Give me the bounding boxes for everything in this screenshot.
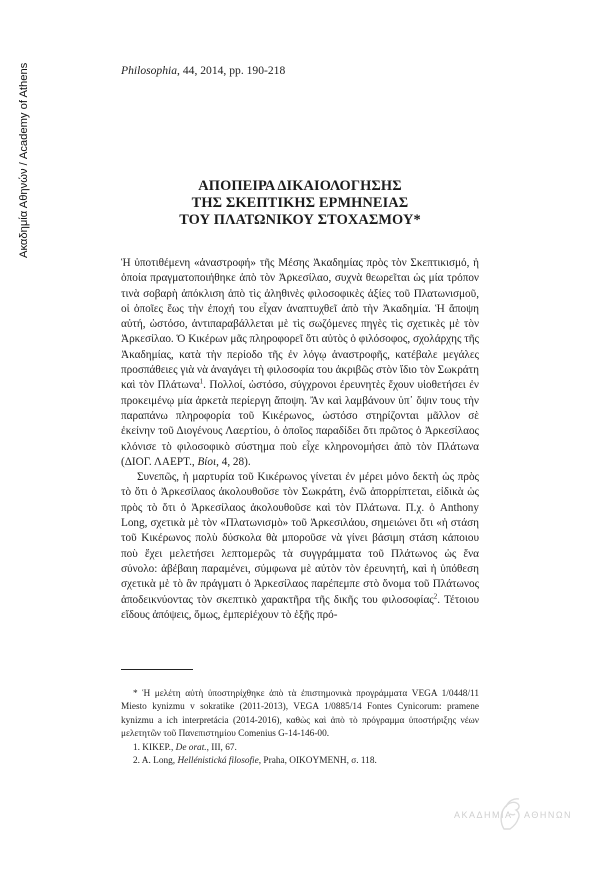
p2-text: Συνεπῶς, ἡ μαρτυρία τοῦ Κικέρωνος γίνεται ἐν μέρει μόνο δεκτὴ ὡς πρὸς τὸ ὅτι ὁ Ἀρκεσίλαος ἀκολουθοῦσε τὸν Σωκράτη, ἐνῶ ἀπορρίπτεται, εἰδικὰ ὡς πρὸς τὸ ὅτι ὁ Ἀρκεσίλαος ἀκολουθοῦσε καὶ τὸν Πλάτωνα. Π.χ. ὁ Anthony Long, σχετικὰ μὲ τὸν «Πλατωνισμὸ» τοῦ Ἀρκεσιλάου, σημειώνει ὅτι «ἡ στάση τοῦ Κικέρωνος πολὺ δύσκολα θὰ μποροῦσε νὰ γίνει βάσιμη στάση κάποιου ποὺ ἔχει μελετήσει λεπτομερῶς τὰ συγγράμματα τοῦ Πλάτωνος ὡς ἕνα σύνολο: ἀβέβαιη παραμένει, σύμφωνα μὲ αὐτὸν τὸν ἐρευνητή, καὶ ἡ ὑπόθεση σχετικὰ μὲ τὸ ἂν πράγματι ὁ Ἀρκεσίλαος παρέπεμπε στὸ ὄνομα τοῦ Πλάτωνος ἀποδεικνύοντας τὸν σκεπτικὸ χαρακτῆρα τῆς δικῆς του φιλοσοφίας xyxy=(121,471,479,606)
paragraph-2 xyxy=(121,470,479,623)
watermark-text-left: ΑΚΑΔΗΜΙΑ xyxy=(454,810,513,820)
footnotes xyxy=(121,688,479,768)
p1-citation-end: , 4, 28). xyxy=(216,455,251,468)
title-line-3: ΤΟΥ ΠΛΑΤΩΝΙΚΟΥ ΣΤΟΧΑΣΜΟΥ* xyxy=(179,212,421,228)
journal-details: , 44, 2014, pp. 190-218 xyxy=(177,64,286,77)
footnote-1-author: ΚΙΚΕΡ., xyxy=(142,742,176,753)
footnote-ref-2[interactable]: 2 xyxy=(433,591,438,600)
footnote-2-number: 2. xyxy=(133,756,142,767)
footnote-2-title: Hellénistická filosofie xyxy=(177,756,259,767)
footnote-divider xyxy=(121,669,193,670)
p2-text-cont: . Τέτοιου εἴδους ἀπόψεις, ὅμως, ἐμπερiέχουν τὸ ἑξῆς πρό- xyxy=(121,593,479,621)
journal-name: Philosophia xyxy=(121,64,178,77)
p1-text-cont: . Πολλοί, ὡστόσο, σύγχρονοι ἐρευνητὲς ἔχουν υἱοθετήσει ἐν προκειμένῳ μία ἀρκετὰ περίεργη ἄποψη. Ἂν καὶ λαμβάνουν ὑπ᾽ ὄψιν τους τὴν παραπάνω πληροφορία τοῦ Κικέρωνος, ὡστόσο στηρίζονται μᾶλλον σὲ ἐκείνην τοῦ Διογένους Λαερτίου, ὁ ὁποῖος παραδίδει ὅτι πρῶτος ὁ Ἀρκεσίλαος κλόνισε τὸ φιλοσοφικὸ σύστημα ποὺ εἶχε κληρονομήσει ἀπὸ τὸν Πλάτωνα (ΔΙΟΓ. ΛΑΕΡΤ., xyxy=(121,379,479,468)
footnote-star: * Ἡ μελέτη αὐτὴ ὑποστηρίχθηκε ἀπὸ τὰ ἐπιστημονικὰ προγράμματα VEGA 1/0448/11 Miesto kynizmu v sokratike (2011-2013), VEGA 1/0885/14 Fontes Cynicorum: pramene kynizmu a ich interpretácia (2014-2016), καθὼς καὶ ἀπὸ τὸ πρόγραμμα ὑποστήριξης νέων μελετητῶν τοῦ Πανεπιστημίου Comenius G-14-146-00. xyxy=(121,689,479,740)
footnote-2 xyxy=(121,755,479,768)
sidebar-text: Ακαδημία Αθηνών / Academy of Athens xyxy=(18,62,30,258)
paragraph-1 xyxy=(121,256,479,470)
footnote-1-title: De orat. xyxy=(175,742,207,753)
title-line-2: ΤΗΣ ΣΚΕΠΤΙΚΗΣ ΕΡΜΗΝΕΙΑΣ xyxy=(191,195,409,211)
footnote-1-number: 1. xyxy=(133,742,143,753)
footnote-2-author: A. Long, xyxy=(141,756,178,767)
p1-citation-title: Βίοι xyxy=(197,455,217,468)
article-title xyxy=(120,178,480,229)
academy-watermark xyxy=(448,795,573,835)
footnote-2-rest: , Praha, OIKOYMENH, σ. 118. xyxy=(258,756,377,767)
article-body xyxy=(121,256,479,623)
footnote-ref-1[interactable]: 1 xyxy=(199,377,204,386)
title-line-1: ΑΠΟΠΕΙΡΑ ΔΙΚΑΙΟΛΟΓΗΣΗΣ xyxy=(198,178,402,194)
footnote-1-rest: , III, 67. xyxy=(206,742,237,753)
footnote-1 xyxy=(121,742,479,755)
watermark-text-right: ΑΘΗΝΩΝ xyxy=(524,810,573,820)
p1-text: Ἡ ὑποτιθέμενη «ἀναστροφή» τῆς Μέσης Ἀκαδημίας πρὸς τὸν Σκεπτικισμό, ἡ ὁποία πραγματοποιήθηκε ἀπὸ τὸν Ἀρκεσίλαο, συχνὰ θεωρεῖται ὡς μία τρόπον τινὰ σοβαρὴ ἀπόκλιση ἀπὸ τὶς ἀληθινὲς φιλοσοφικὲς ἀξίες τοῦ Πλατωνισμοῦ, οἱ ὁποῖες ἕως τὴν ἐποχή του εἶχαν ἀναπτυχθεῖ ἀπὸ τὴν Ἀκαδημία. Ἡ ἄποψη αὐτή, ὡστόσο, ἀντιπαραβάλλεται μὲ τὶς σωζόμενες πηγὲς τὶς σχετικὲς μὲ τὸν Ἀρκεσίλαο. Ὁ Κικέρων μᾶς πληροφορεῖ ὅτι αὐτὸς ὁ φιλόσοφος, σχολάρχης τῆς Ἀκαδημίας, κατὰ τὴν περίοδο τῆς ἐν λόγῳ ἀναστροφῆς, κατέβαλε μεγάλες προσπάθειες γιὰ νὰ ἀναγάγει τὴ φιλοσοφία του ἀκριβῶς στὸν ἴδιο τὸν Σωκράτη καὶ τὸν Πλάτωνα xyxy=(121,257,479,392)
archive-sidebar-label xyxy=(18,28,34,258)
journal-citation xyxy=(121,64,285,77)
